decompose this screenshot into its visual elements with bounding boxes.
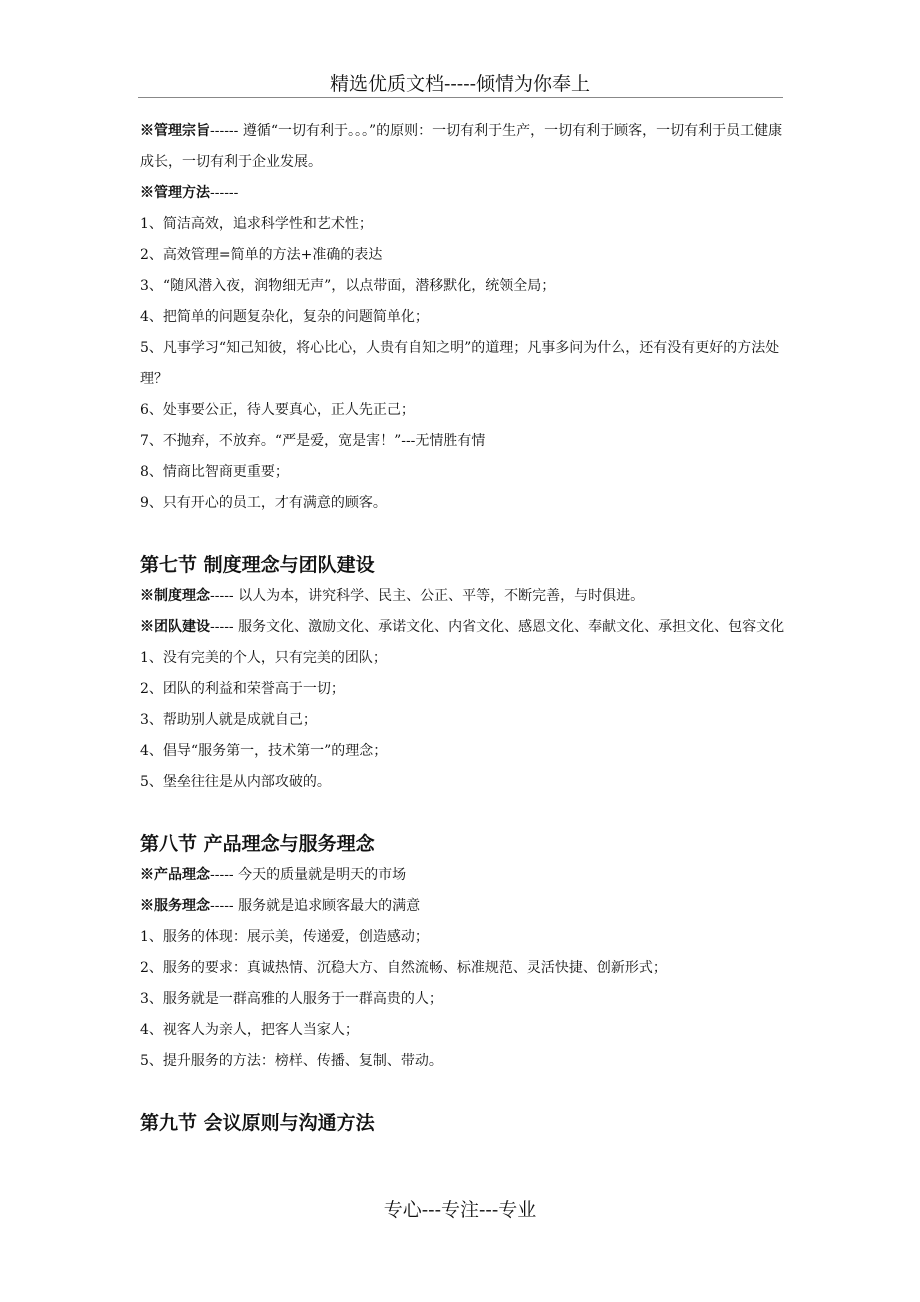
service-concept-separator: ----- bbox=[210, 898, 239, 914]
page-footer: 专心---专注---专业 bbox=[383, 1199, 537, 1221]
list-item: 9、只有开心的员工，才有满意的顾客。 bbox=[140, 495, 387, 511]
management-method-label: ※管理方法 bbox=[140, 185, 210, 201]
list-item: 8、情商比智商更重要； bbox=[140, 464, 289, 480]
system-concept-separator: ----- bbox=[210, 588, 239, 604]
product-concept-separator: ----- bbox=[210, 867, 239, 883]
management-purpose-text: 遵循“一切有利于。。。”的原则：一切有利于生产，一切有利于顾客，一切有利于员工健康成长，一切有利于企业发展。 bbox=[140, 123, 783, 170]
management-purpose bbox=[140, 116, 785, 178]
system-concept-label: ※制度理念 bbox=[140, 588, 210, 604]
list-item: 4、视客人为亲人，把客人当家人； bbox=[140, 1022, 359, 1038]
header-divider bbox=[138, 97, 783, 98]
list-item: 3、服务就是一群高雅的人服务于一群高贵的人； bbox=[140, 991, 443, 1007]
team-building-text: 服务文化、激励文化、承诺文化、内省文化、感恩文化、奉献文化、承担文化、包容文化 bbox=[238, 619, 785, 635]
management-purpose-separator: ------ bbox=[210, 123, 243, 139]
section-gap bbox=[140, 1077, 785, 1108]
list-item: 6、处事要公正，待人要真心，正人先正己； bbox=[140, 402, 415, 418]
team-building-separator: ----- bbox=[210, 619, 239, 635]
team-building bbox=[140, 612, 785, 643]
system-concept-text: 以人为本，讲究科学、民主、公正、平等，不断完善，与时俱进。 bbox=[238, 588, 645, 604]
section-7-title: 第七节 制度理念与团队建设 bbox=[140, 554, 375, 576]
service-concept-label: ※服务理念 bbox=[140, 898, 210, 914]
management-method bbox=[140, 178, 785, 209]
section-8-title: 第八节 产品理念与服务理念 bbox=[140, 833, 375, 855]
system-concept bbox=[140, 581, 785, 612]
service-concept-text: 服务就是追求顾客最大的满意 bbox=[238, 898, 421, 914]
list-item: 5、提升服务的方法：榜样、传播、复制、带动。 bbox=[140, 1053, 443, 1069]
list-item: 3、帮助别人就是成就自己； bbox=[140, 712, 317, 728]
section-gap bbox=[140, 798, 785, 829]
list-item: 4、倡导“服务第一，技术第一”的理念； bbox=[140, 743, 388, 759]
list-item: 2、团队的利益和荣誉高于一切； bbox=[140, 681, 345, 697]
list-item: 1、简洁高效，追求科学性和艺术性； bbox=[140, 216, 373, 232]
product-concept-label: ※产品理念 bbox=[140, 867, 210, 883]
section-9-title: 第九节 会议原则与沟通方法 bbox=[140, 1112, 375, 1134]
product-concept-text: 今天的质量就是明天的市场 bbox=[238, 867, 407, 883]
list-item: 2、服务的要求：真诚热情、沉稳大方、自然流畅、标准规范、灵活快捷、创新形式； bbox=[140, 960, 667, 976]
section-gap bbox=[140, 519, 785, 550]
list-item: 5、凡事学习“知己知彼，将心比心，人贵有自知之明”的道理；凡事多问为什么，还有没有更好的方法处理？ bbox=[140, 340, 780, 387]
list-item: 2、高效管理=简单的方法+准确的表达 bbox=[140, 247, 383, 263]
team-building-label: ※团队建设 bbox=[140, 619, 210, 635]
list-item: 1、服务的体现：展示美，传递爱，创造感动； bbox=[140, 929, 429, 945]
document-body bbox=[140, 116, 785, 1139]
list-item: 5、堡垒往往是从内部攻破的。 bbox=[140, 774, 331, 790]
list-item: 4、把简单的问题复杂化，复杂的问题简单化； bbox=[140, 309, 429, 325]
list-item: 1、没有完美的个人，只有完美的团队； bbox=[140, 650, 387, 666]
page-header: 精选优质文档-----倾情为你奉上 bbox=[329, 73, 591, 95]
list-item: 7、不抛弃，不放弃。“严是爱，宽是害！”---无情胜有情 bbox=[140, 433, 486, 449]
list-item: 3、“随风潜入夜，润物细无声”，以点带面，潜移默化，统领全局； bbox=[140, 278, 556, 294]
service-concept bbox=[140, 891, 785, 922]
management-method-separator: ------ bbox=[210, 185, 239, 201]
product-concept bbox=[140, 860, 785, 891]
management-purpose-label: ※管理宗旨 bbox=[140, 123, 210, 139]
